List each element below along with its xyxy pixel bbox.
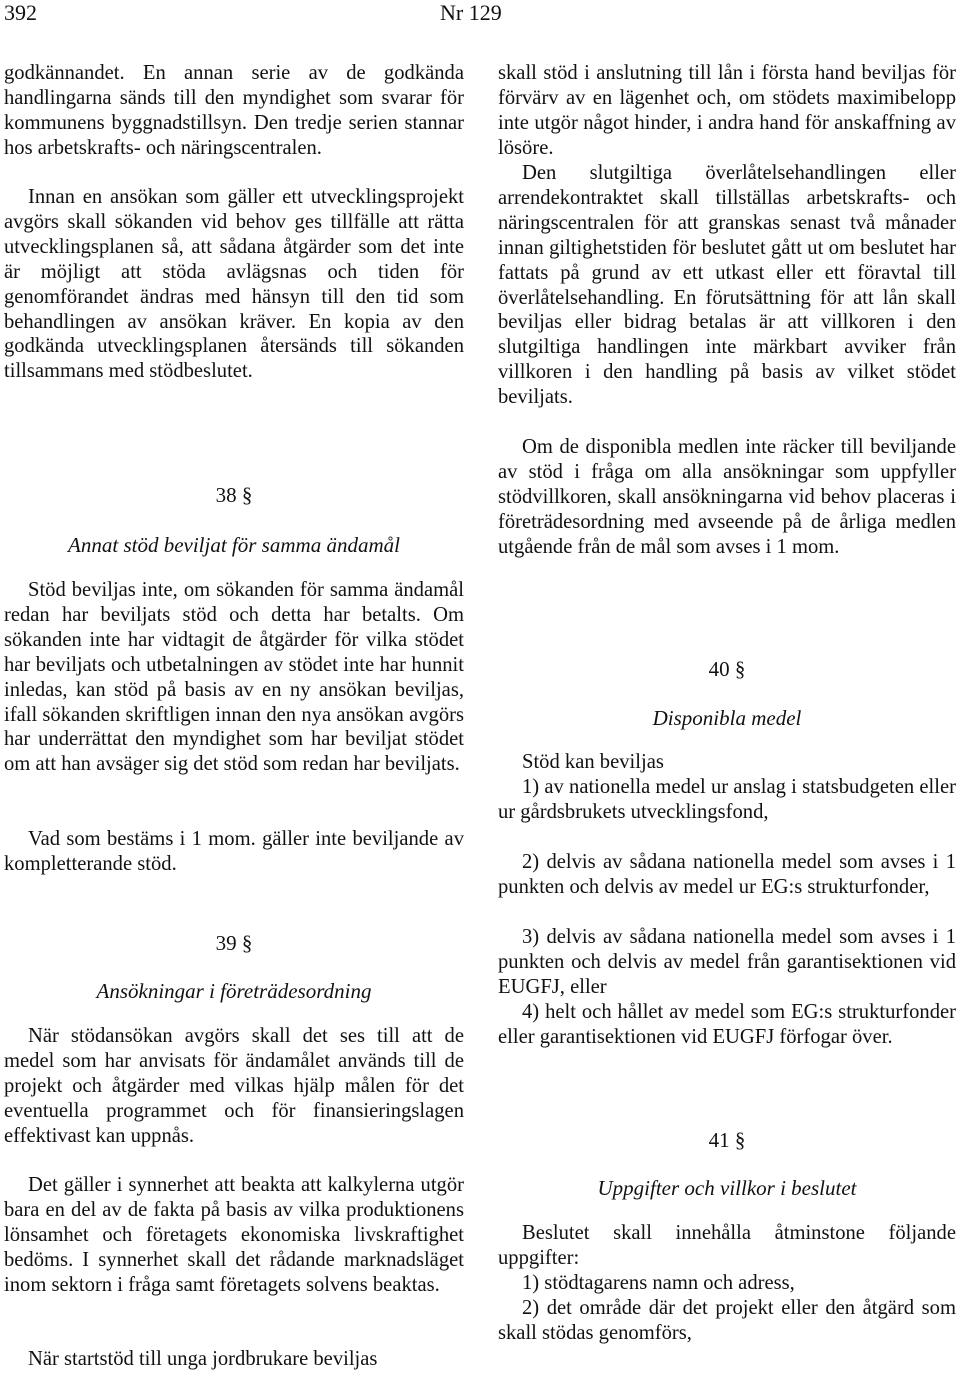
section-number-41: 41 § — [708, 1127, 746, 1152]
list-item: 3) delvis av sådana nationella medel som avses i 1 punkten och delvis av medel från garantisektionen vid EUGFJ, eller — [498, 925, 956, 998]
paragraph: Beslutet skall innehålla åtminstone följande uppgifter: — [498, 1221, 956, 1269]
section-title-41: Uppgifter och villkor i beslutet — [597, 1175, 857, 1200]
paragraph: Stöd beviljas inte, om sökanden för samma ändamål redan har beviljats stöd och detta har betalts. Om sökanden inte har vidtagit de åtgärder för vilka stödet har beviljats och utbetalningen av stödet inte har hunnit inledas, kan stöd på basis av en ny ansökan beviljas, ifall sökanden skriftligen innan den nya ansökan avgörs har underrättat den myndighet som har beviljat stödet om att han avsäger sig det stöd som redan har beviljats. — [4, 579, 464, 776]
right-column — [498, 61, 956, 1346]
list-item: 2) delvis av sådana nationella medel som avses i 1 punkten och delvis av medel ur EG:s strukturfonder, — [498, 850, 956, 898]
paragraph: Den slutgiltiga överlåtelsehandlingen eller arrendekontraktet skall tillställas arbetskrafts- och näringscentralen för att granskas senast två månader innan giltighetstiden för beslutet gått ut om beslutet har fattats på grund av ett utkast eller ett föravtal till överlåtelsehandling. En förutsättning för att lån skall beviljas eller bidrag betalas är att villkoren i den slutgiltiga handlingen inte märkbart avviker från villkoren i den handling på basis av vilket stödet beviljats. — [498, 162, 956, 409]
paragraph: När startstöd till unga jordbrukare beviljas — [28, 1348, 378, 1370]
section-title-38: Annat stöd beviljat för samma ändamål — [68, 533, 400, 557]
journal-number: Nr 129 — [440, 0, 502, 25]
list-item: 4) helt och hållet av medel som EG:s strukturfonder eller garantisektionen vid EUGFJ förfogar över. — [498, 1000, 956, 1048]
section-title-39: Ansökningar i företrädesordning — [96, 979, 372, 1003]
section-number-38: 38 § — [215, 483, 253, 507]
paragraph: godkännandet. En annan serie av de godkända handlingarna sänds till den myndighet som svarar för kommunens byggnadstillsyn. Den tredje serien stannar hos arbetskrafts- och näringscentralen. — [4, 62, 464, 159]
paragraph: När stödansökan avgörs skall det ses till att de medel som har anvisats för ändamålet används till de projekt och åtgärder med vilkas hjälp målen för det eventuella programmet och för finansieringslagen effektivast kan uppnås. — [4, 1025, 464, 1147]
page-header — [0, 0, 960, 40]
section-title-40: Disponibla medel — [652, 706, 802, 730]
left-column — [4, 61, 464, 1372]
paragraph: Om de disponibla medlen inte räcker till beviljande av stöd i fråga om alla ansökningar som uppfyller stödvillkoren, skall ansökningarna vid behov placeras i företrädesordning med avseende på de årliga medlen utgående från de mål som avses i 1 mom. — [498, 436, 956, 558]
paragraph: Stöd kan beviljas — [522, 751, 664, 773]
paragraph: Innan en ansökan som gäller ett utvecklingsprojekt avgörs skall sökanden vid behov ges tillfälle att rätta utvecklingsplanen så, att sådana åtgärder som det inte är möjligt att stöda avlägsnas och tiden för genomförandet ändras med hänsyn till den tid som behandlingen av ansökan kräver. En kopia av den godkända utvecklingsplanen återsänds till sökanden tillsammans med stödbeslutet. — [4, 186, 464, 383]
paragraph: Det gäller i synnerhet att beakta att kalkylerna utgör bara en del av de fakta på basis av vilka produktionens lönsamhet och företagets ekonomiska livskraftighet bedöms. I synnerhet skall det rådande marknadsläget inom sektorn i fråga samt företagets solvens beaktas. — [4, 1174, 464, 1296]
paragraph: Vad som bestäms i 1 mom. gäller inte beviljande av kompletterande stöd. — [4, 828, 464, 875]
list-item: 1) stödtagarens namn och adress, — [522, 1271, 795, 1294]
page-number: 392 — [4, 0, 37, 25]
list-item: 1) av nationella medel ur anslag i statsbudgeten eller ur gårdsbrukets utvecklingsfond, — [498, 775, 956, 823]
section-number-40: 40 § — [708, 657, 746, 681]
list-item: 2) det område där det projekt eller den åtgärd som skall stödas genomförs, — [498, 1296, 956, 1344]
paragraph: skall stöd i anslutning till lån i första hand beviljas för förvärv av en lägenhet och, om stödets maximibelopp inte utgör något hinder, i andra hand för anskaffning av lösöre. — [498, 62, 956, 159]
section-number-39: 39 § — [215, 931, 253, 955]
